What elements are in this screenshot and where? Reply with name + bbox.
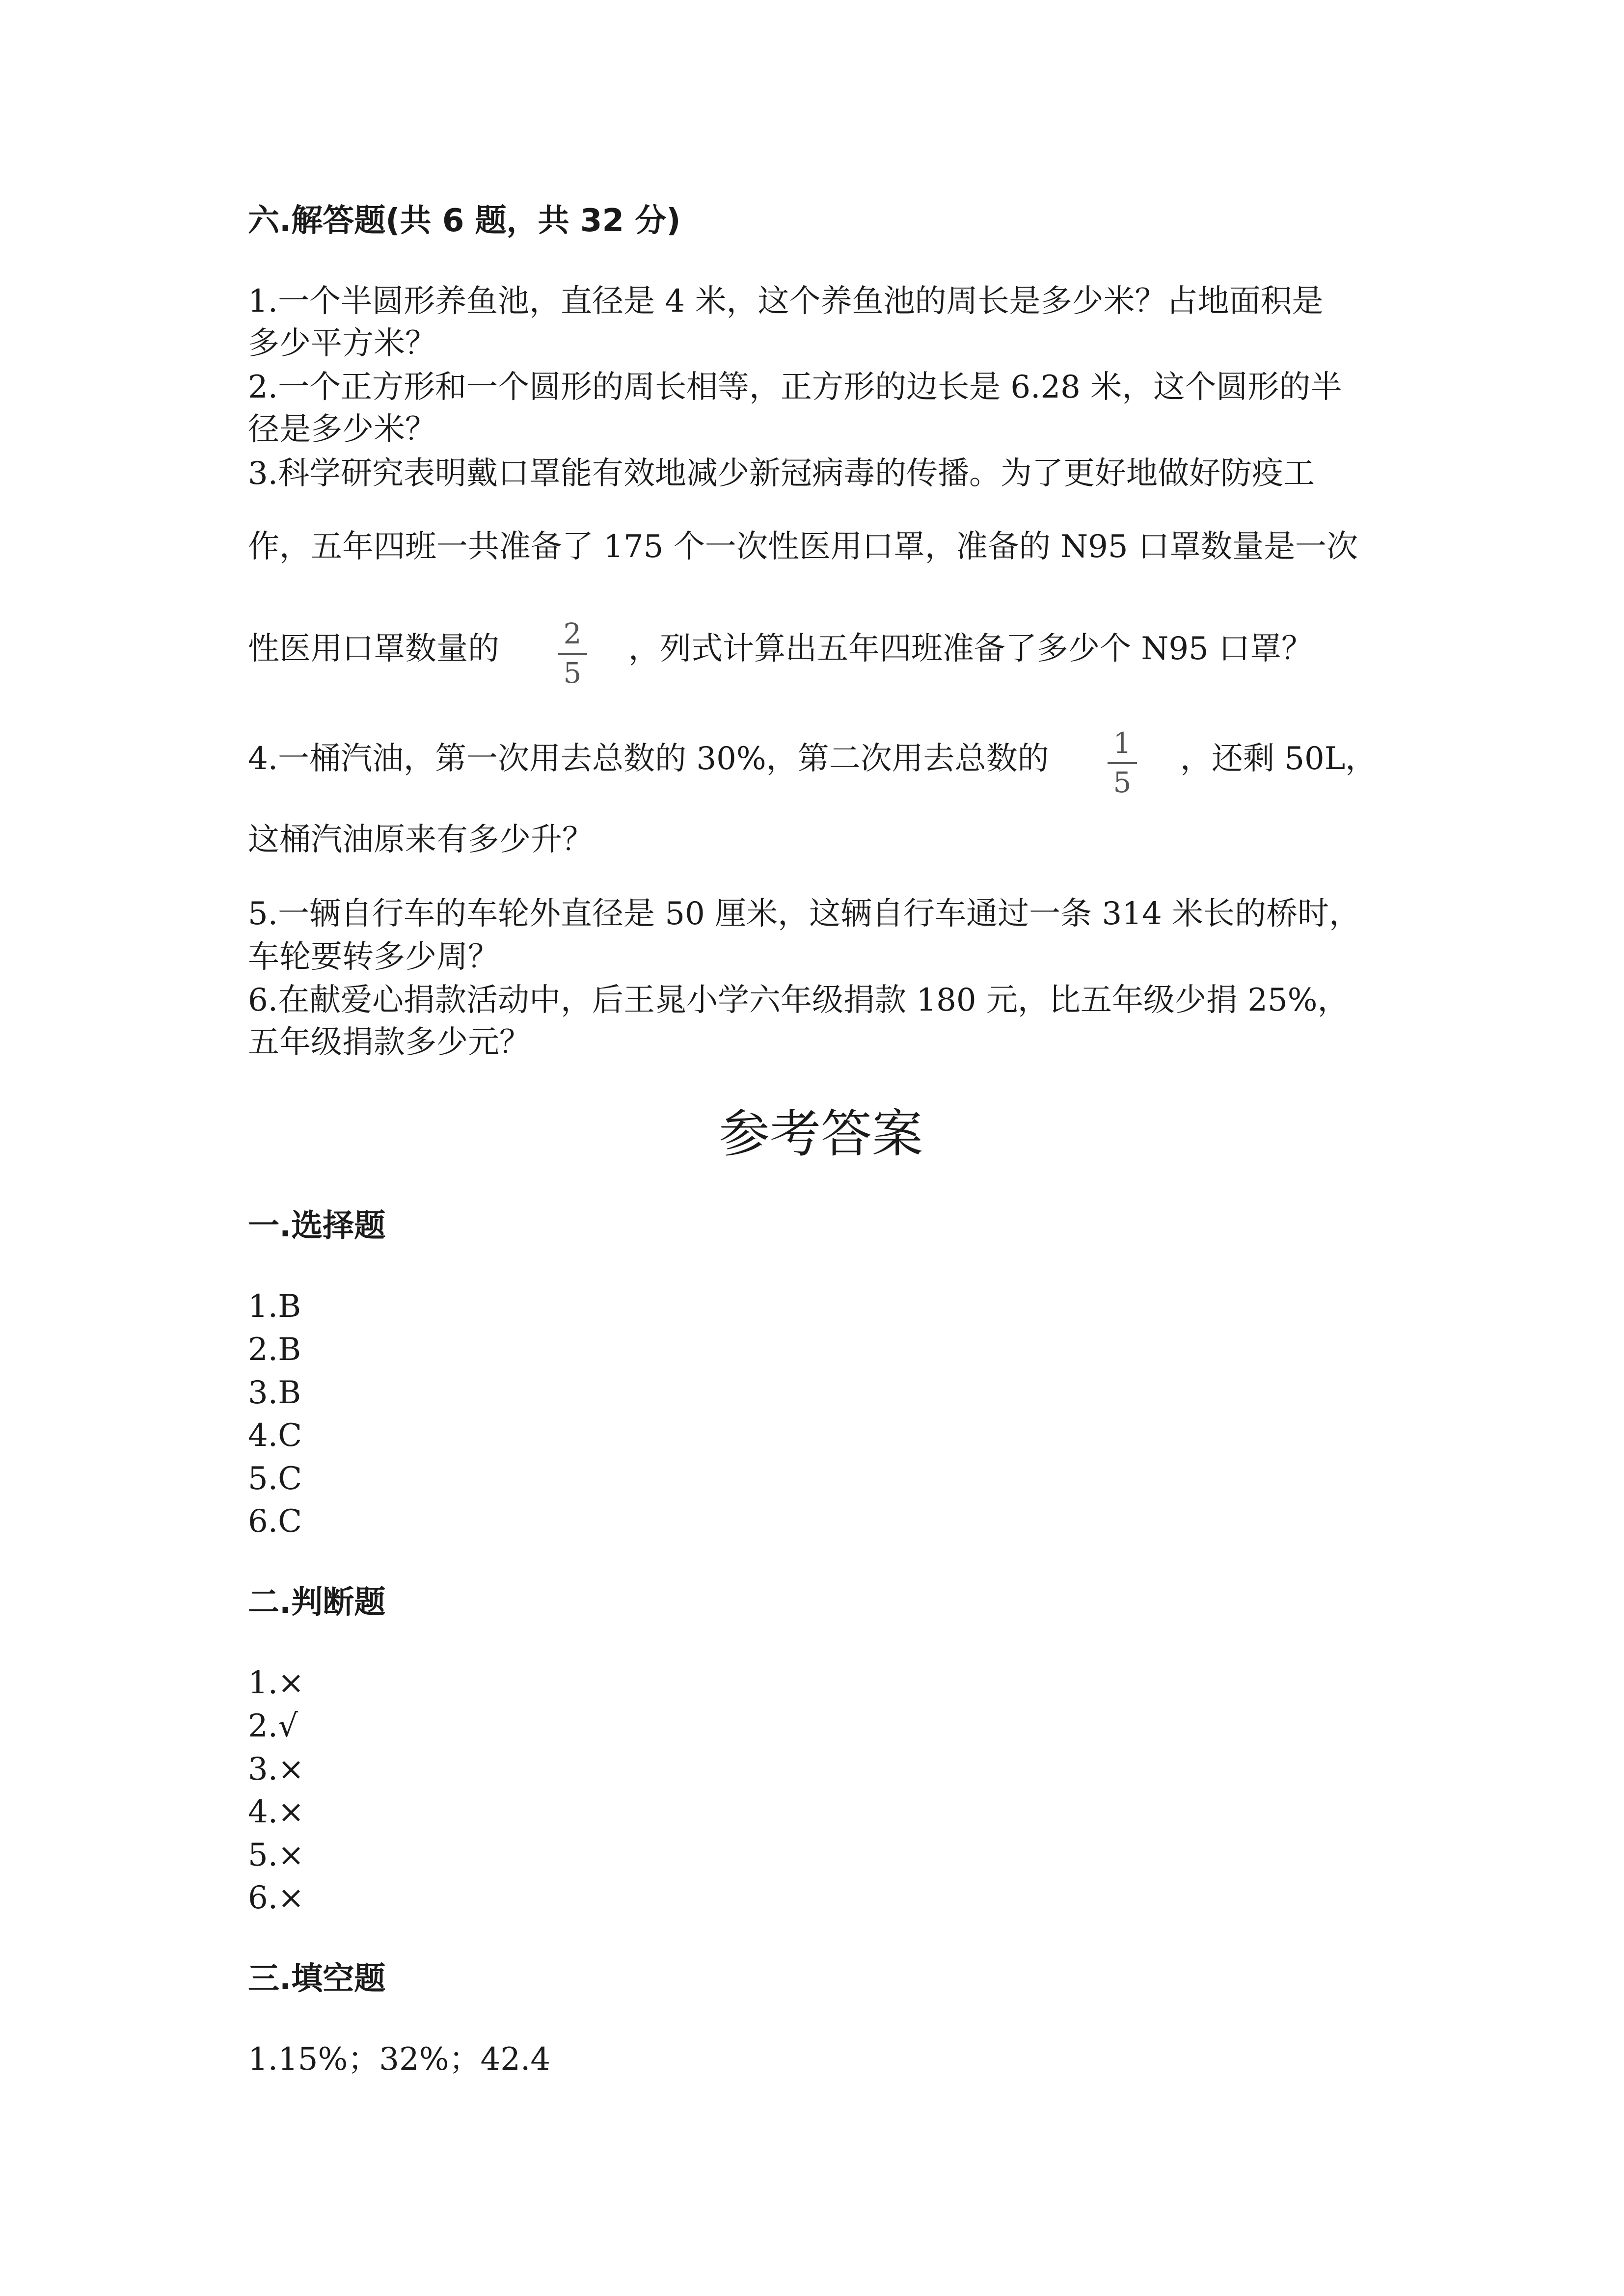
answers-section-1-heading: 一.选择题 [248, 1208, 386, 1244]
question-6-line-2: 五年级捐款多少元？ [248, 1024, 531, 1061]
question-3-line-1: 3.科学研究表明戴口罩能有效地减少新冠病毒的传播。为了更好地做好防疫工 [248, 455, 1315, 492]
fraction-numerator: 2 [563, 617, 582, 650]
answer-item: 2.√ [248, 1708, 298, 1744]
fraction-one-fifth [1108, 726, 1137, 799]
answer-item: 6.C [248, 1503, 302, 1540]
answer-item: 5.× [248, 1837, 304, 1873]
answers-title: 参考答案 [719, 1104, 923, 1164]
fraction-denominator: 5 [563, 656, 582, 690]
question-4-line-1-b: ，还剩 50L， [1180, 741, 1377, 777]
question-4-line-1-a: 4.一桶汽油，第一次用去总数的 30%，第二次用去总数的 [248, 741, 1049, 777]
answer-item: 1.B [248, 1288, 301, 1325]
question-3-line-2: 作，五年四班一共准备了 175 个一次性医用口罩，准备的 N95 口罩数量是一次 [248, 529, 1358, 565]
question-3-line-3-a: 性医用口罩数量的 [248, 631, 499, 667]
section-6-heading: 六.解答题(共 6 题，共 32 分) [248, 203, 681, 239]
answers-section-2-heading: 二.判断题 [248, 1584, 386, 1621]
answer-item: 6.× [248, 1880, 304, 1916]
answer-item: 3.B [248, 1375, 301, 1411]
answer-item: 2.B [248, 1332, 301, 1368]
fraction-bar [558, 653, 587, 655]
answer-item: 4.× [248, 1794, 304, 1830]
fraction-bar [1108, 762, 1137, 764]
question-2-line-1: 2.一个正方形和一个圆形的周长相等，正方形的边长是 6.28 米，这个圆形的半 [248, 369, 1342, 405]
question-1-line-1: 1.一个半圆形养鱼池，直径是 4 米，这个养鱼池的周长是多少米？占地面积是 [248, 283, 1324, 320]
question-1-line-2: 多少平方米？ [248, 325, 436, 362]
question-2-line-2: 径是多少米？ [248, 411, 436, 448]
question-4-line-2: 这桶汽油原来有多少升？ [248, 822, 594, 858]
answer-item: 4.C [248, 1417, 302, 1454]
fraction-numerator: 1 [1113, 726, 1132, 760]
fraction-denominator: 5 [1113, 766, 1132, 799]
question-5-line-2: 车轮要转多少周？ [248, 939, 499, 975]
fraction-two-fifths [558, 617, 587, 690]
question-3-line-3-b: ，列式计算出五年四班准备了多少个 N95 口罩？ [628, 631, 1313, 667]
question-5-line-1: 5.一辆自行车的车轮外直径是 50 厘米，这辆自行车通过一条 314 米长的桥时， [248, 896, 1361, 932]
answer-item: 5.C [248, 1461, 302, 1497]
answer-item: 3.× [248, 1751, 304, 1788]
answer-item: 1.× [248, 1665, 304, 1701]
answers-section-3-heading: 三.填空题 [248, 1961, 386, 1997]
answer-item: 1.15%；32%；42.4 [248, 2041, 551, 2078]
question-6-line-1: 6.在献爱心捐款活动中，后王晁小学六年级捐款 180 元，比五年级少捐 25%， [248, 982, 1349, 1018]
